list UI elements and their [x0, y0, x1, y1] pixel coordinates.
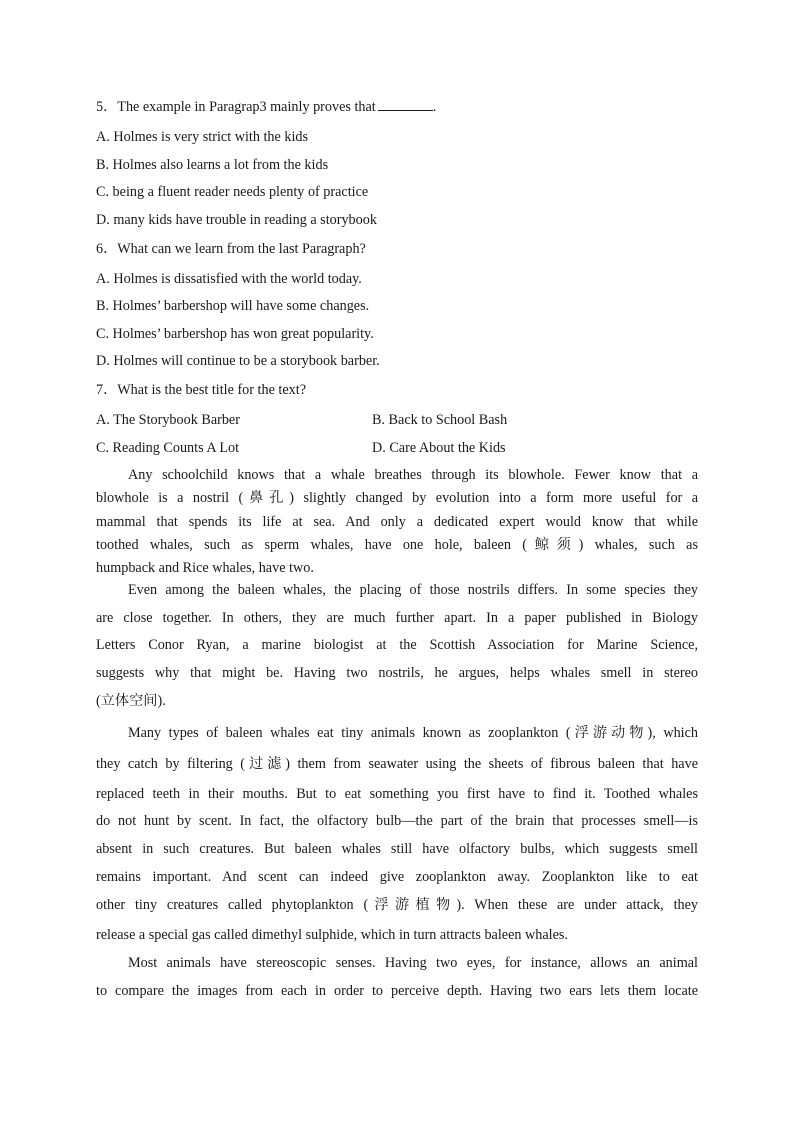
- paragraph-4-line: to compare the images from each in order to perceive depth. Having two ears lets them locate: [96, 983, 698, 999]
- question-6-stem: 6．What can we learn from the last Paragraph?: [96, 241, 366, 257]
- q7-option-b: B. Back to School Bash: [372, 412, 508, 428]
- paragraph-1-line: Any schoolchild knows that a whale breathes through its blowhole. Fewer know that a: [128, 467, 698, 483]
- paragraph-4-line: Most animals have stereoscopic senses. Having two eyes, for instance, allows an animal: [128, 955, 698, 971]
- paragraph-3-line: do not hunt by scent. In fact, the olfactory bulb—the part of the brain that processes smell—is: [96, 813, 698, 829]
- paragraph-3-line: replaced teeth in their mouths. But to eat something you first have to find it. Toothed whales: [96, 786, 698, 802]
- paragraph-2-line: are close together. In others, they are much further apart. In a paper published in Biology: [96, 610, 698, 626]
- paragraph-2-line: Even among the baleen whales, the placing of those nostrils differs. In some species they: [128, 582, 698, 598]
- paragraph-1-line: toothed whales, such as sperm whales, have one hole, baleen (鲸须) whales, such as: [96, 537, 698, 553]
- paragraph-3-line: absent in such creatures. But baleen whales still have olfactory bulbs, which suggests smell: [96, 841, 698, 857]
- paragraph-3-line: release a special gas called dimethyl sulphide, which in turn attracts baleen whales.: [96, 927, 568, 943]
- q5-option-d: D. many kids have trouble in reading a storybook: [96, 212, 377, 228]
- question-5-stem: 5．The example in Paragrap3 mainly proves that .: [96, 99, 437, 115]
- q7-option-a: A. The Storybook Barber: [96, 412, 240, 428]
- q6-option-a: A. Holmes is dissatisfied with the world today.: [96, 271, 362, 287]
- paragraph-2-line: (立体空间).: [96, 693, 166, 709]
- paragraph-3-line: Many types of baleen whales eat tiny animals known as zooplankton (浮游动物), which: [128, 725, 698, 741]
- paragraph-2-line: Letters Conor Ryan, a marine biologist at the Scottish Association for Marine Science,: [96, 637, 698, 653]
- q5-option-b: B. Holmes also learns a lot from the kids: [96, 157, 329, 173]
- q5-option-a: A. Holmes is very strict with the kids: [96, 129, 309, 145]
- q6-option-b: B. Holmes’ barbershop will have some changes.: [96, 298, 370, 314]
- paragraph-3-line: other tiny creatures called phytoplankton (浮游植物). When these are under attack, they: [96, 897, 698, 913]
- paragraph-3-line: they catch by filtering (过滤) them from seawater using the sheets of fibrous baleen that have: [96, 756, 698, 772]
- q5-option-c: C. being a fluent reader needs plenty of practice: [96, 184, 369, 200]
- q6-option-c: C. Holmes’ barbershop has won great popularity.: [96, 326, 374, 342]
- question-7-stem: 7．What is the best title for the text?: [96, 382, 306, 398]
- answer-blank: [378, 98, 433, 111]
- paragraph-3-line: remains important. And scent can indeed give zooplankton away. Zooplankton like to eat: [96, 869, 698, 885]
- q7-option-d: D. Care About the Kids: [372, 440, 506, 456]
- paragraph-1-line: blowhole is a nostril (鼻孔) slightly changed by evolution into a form more useful for a: [96, 490, 698, 506]
- paragraph-2-line: suggests why that might be. Having two nostrils, he argues, helps whales smell in stereo: [96, 665, 698, 681]
- paragraph-1-line: humpback and Rice whales, have two.: [96, 560, 314, 576]
- q7-option-c: C. Reading Counts A Lot: [96, 440, 240, 456]
- q6-option-d: D. Holmes will continue to be a storybook barber.: [96, 353, 380, 369]
- paragraph-1-line: mammal that spends its life at sea. And only a dedicated expert would know that while: [96, 514, 698, 530]
